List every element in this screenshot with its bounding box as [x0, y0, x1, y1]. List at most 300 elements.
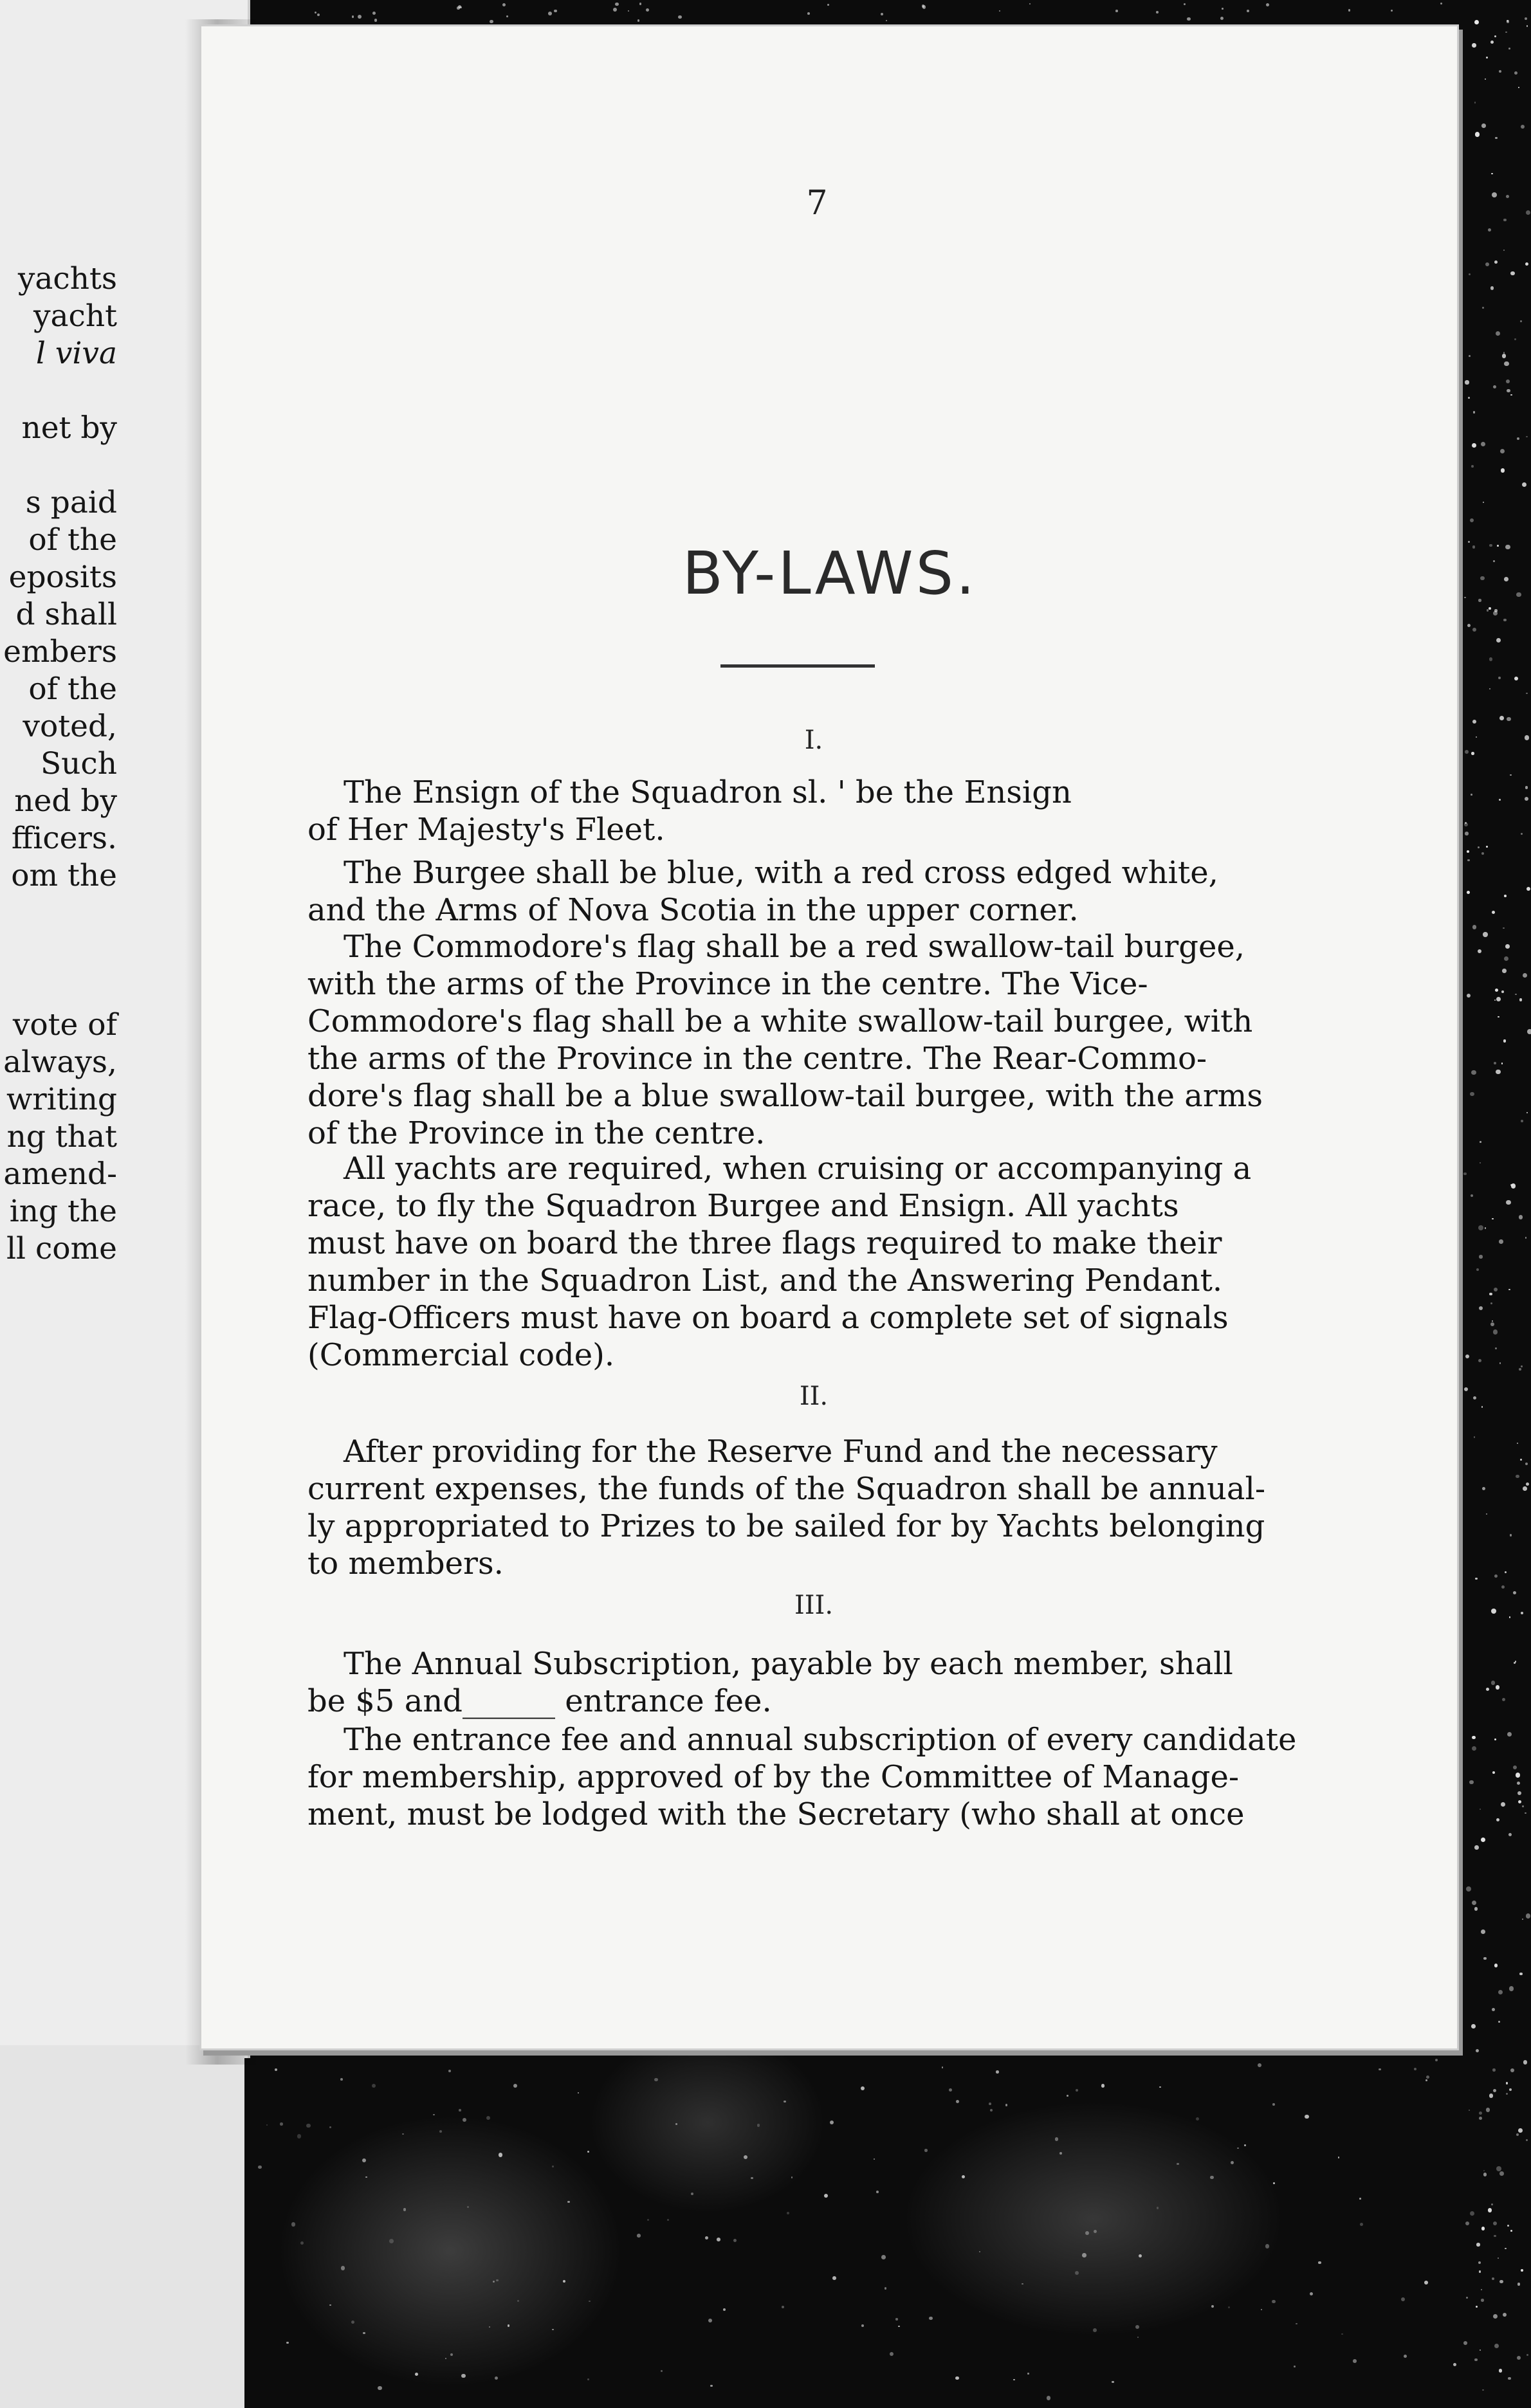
dust-speck — [924, 2149, 927, 2151]
paragraph-line: The Commodore's flag shall be a red swallow-tail burgee, — [344, 929, 1245, 965]
dust-speck — [258, 2166, 262, 2169]
dust-speck — [1379, 2068, 1380, 2070]
dust-speck — [1491, 1609, 1496, 1614]
dust-speck — [1516, 592, 1521, 597]
dust-speck — [589, 2301, 590, 2302]
dust-speck — [1473, 1396, 1476, 1400]
dust-speck — [1210, 2176, 1213, 2179]
dust-speck — [1472, 443, 1476, 448]
dust-speck — [1220, 17, 1224, 20]
paragraph-line: Commodore's flag shall be a white swallow-tail burgee, with — [307, 1003, 1253, 1039]
dust-speck — [1272, 2300, 1275, 2303]
dust-speck — [1479, 1255, 1482, 1258]
dust-speck — [587, 2151, 589, 2153]
dust-speck — [1474, 1845, 1479, 1850]
dust-speck — [1471, 752, 1474, 755]
dust-speck — [1231, 2161, 1234, 2164]
dust-speck — [1510, 1534, 1512, 1537]
dust-speck — [358, 15, 362, 19]
previous-page-line: fficers. — [11, 821, 117, 856]
dust-speck — [787, 2212, 789, 2214]
dust-speck — [1466, 2297, 1468, 2299]
dust-speck — [1478, 2261, 1481, 2264]
dust-speck — [637, 2234, 641, 2238]
dust-speck — [352, 15, 354, 18]
dust-speck — [1499, 2369, 1503, 2373]
dust-speck — [1496, 1070, 1500, 1074]
paragraph-line: of the Province in the centre. — [307, 1115, 766, 1151]
paragraph-line: The entrance fee and annual subscription of every candidate — [344, 1722, 1297, 1758]
dust-speck — [1507, 389, 1510, 392]
dust-speck — [876, 2191, 879, 2193]
dust-speck — [1507, 2225, 1509, 2227]
dust-speck — [1489, 607, 1491, 610]
previous-page-line: ll come — [6, 1231, 117, 1266]
dust-speck — [1518, 2128, 1523, 2133]
dust-speck — [1499, 1239, 1503, 1244]
dust-speck — [1005, 2104, 1007, 2106]
dust-speck — [1479, 2117, 1482, 2120]
dust-speck — [1492, 2068, 1496, 2072]
dust-speck — [1471, 465, 1474, 468]
paragraph-line: ment, must be lodged with the Secretary (who shall at once — [307, 1796, 1245, 1832]
dust-speck — [341, 2266, 345, 2270]
paragraph-line: All yachts are required, when cruising or accompanying a — [344, 1151, 1252, 1187]
dust-speck — [1501, 468, 1505, 472]
previous-page-line: writing — [6, 1082, 117, 1117]
previous-page-lower-edge — [0, 2045, 244, 2408]
dust-speck — [1481, 852, 1484, 855]
paragraph-line: The Burgee shall be blue, with a red cross edged white, — [344, 855, 1218, 891]
dust-speck — [1481, 2227, 1485, 2230]
dust-speck — [1506, 2093, 1508, 2095]
paragraph-line: number in the Squadron List, and the Answering Pendant. — [307, 1263, 1223, 1299]
dust-speck — [1401, 2297, 1405, 2301]
dust-speck — [1483, 2173, 1487, 2176]
dust-speck — [340, 2078, 343, 2081]
bylaw-paragraph — [307, 1433, 1311, 1582]
section-numeral: II. — [799, 1382, 829, 1411]
dust-speck — [637, 19, 639, 21]
dust-speck — [552, 2166, 554, 2167]
dust-speck — [1472, 720, 1476, 724]
dust-speck — [389, 2239, 394, 2243]
previous-page-line: Such — [40, 746, 117, 781]
dust-speck — [717, 2238, 720, 2241]
dust-speck — [1258, 2063, 1261, 2067]
dust-speck — [1521, 2269, 1523, 2272]
dust-speck — [467, 2206, 469, 2208]
dust-speck — [1067, 2095, 1068, 2097]
dust-speck — [1496, 997, 1501, 1001]
dust-speck — [1513, 1591, 1516, 1594]
dust-speck — [1465, 750, 1469, 754]
dust-speck — [1228, 2306, 1230, 2308]
dust-speck — [1476, 2243, 1480, 2247]
dust-speck — [517, 2300, 519, 2302]
dust-speck — [733, 2239, 737, 2242]
section-numeral: I. — [804, 725, 823, 755]
dust-speck — [1211, 2305, 1214, 2308]
dust-speck — [1499, 716, 1504, 720]
paragraph-line: for membership, approved of by the Committee of Manage- — [307, 1759, 1240, 1795]
paragraph-line: current expenses, the funds of the Squadron shall be annual- — [307, 1471, 1266, 1507]
dust-speck — [1187, 17, 1190, 21]
dust-speck — [1488, 228, 1491, 232]
section-numeral: III. — [794, 1591, 834, 1620]
dust-speck — [1494, 35, 1496, 37]
dust-speck — [306, 2124, 310, 2128]
bylaw-paragraph — [307, 928, 1311, 1152]
dust-speck — [1475, 132, 1480, 137]
dust-speck — [1519, 1368, 1521, 1371]
dust-speck — [1470, 2211, 1474, 2216]
dust-speck — [1471, 794, 1472, 796]
paragraph-line: dore's flag shall be a blue swallow-tail burgee, with the arms — [307, 1078, 1263, 1114]
paragraph-line: Flag-Officers must have on board a complete set of signals — [307, 1300, 1229, 1336]
previous-page-line: eposits — [8, 560, 117, 595]
dust-speck — [1472, 628, 1476, 632]
dust-speck — [1527, 1029, 1531, 1034]
dust-speck — [1505, 32, 1507, 33]
dust-speck — [1504, 577, 1508, 581]
page-number: 7 — [806, 184, 828, 223]
dust-speck — [1495, 989, 1498, 992]
previous-page-line: om the — [11, 858, 117, 893]
dust-speck — [898, 2326, 900, 2328]
paragraph-line: the arms of the Province in the centre. The Rear-Commo- — [307, 1041, 1207, 1077]
dust-speck — [1486, 2108, 1490, 2112]
paragraph-line: ly appropriated to Prizes to be sailed for by Yachts belonging — [307, 1508, 1265, 1544]
dust-speck — [508, 2324, 509, 2326]
dust-speck — [1492, 192, 1497, 197]
dust-speck — [1465, 832, 1468, 835]
dust-speck — [1516, 1773, 1521, 1778]
dust-speck — [1508, 1833, 1512, 1836]
dust-speck — [1157, 2207, 1159, 2209]
dust-speck — [286, 2342, 289, 2344]
dust-speck — [1491, 173, 1493, 175]
dust-speck — [1489, 544, 1492, 547]
dust-speck — [1222, 8, 1224, 10]
dust-speck — [1525, 17, 1527, 20]
bylaw-paragraph — [307, 1721, 1311, 1833]
dust-speck — [1485, 1227, 1486, 1228]
dust-speck — [1519, 998, 1522, 1001]
dust-speck — [1499, 2280, 1503, 2283]
dust-speck — [705, 2236, 708, 2239]
dust-speck — [1488, 2208, 1492, 2212]
dust-speck — [1093, 2328, 1097, 2332]
dust-speck — [675, 2123, 677, 2125]
dust-speck — [1520, 320, 1522, 322]
dust-speck — [1504, 956, 1508, 961]
dust-speck — [1523, 2060, 1527, 2064]
dust-speck — [1467, 850, 1469, 853]
paragraph-line: be $5 and______ entrance fee. — [307, 1683, 772, 1719]
dust-speck — [403, 2208, 407, 2211]
dust-speck — [1135, 2325, 1139, 2329]
dust-speck — [1486, 846, 1487, 847]
dust-speck — [1272, 2103, 1275, 2106]
dust-speck — [1494, 2235, 1496, 2238]
dust-speck — [1468, 541, 1470, 543]
dust-speck — [297, 2134, 302, 2139]
dust-speck — [832, 2276, 836, 2280]
dust-speck — [1414, 2068, 1416, 2070]
paragraph-line: of Her Majesty's Fleet. — [307, 812, 665, 848]
current-page — [199, 24, 1459, 2050]
dust-speck — [1505, 1571, 1507, 1573]
dust-speck — [1514, 338, 1516, 340]
dust-speck — [1476, 736, 1477, 738]
dust-speck — [372, 2084, 376, 2088]
dust-speck — [1474, 20, 1479, 24]
dust-speck — [1496, 1818, 1499, 1821]
dust-speck — [1474, 1907, 1478, 1910]
dust-speck — [885, 2287, 886, 2289]
previous-page-line: ing the — [9, 1194, 117, 1229]
dust-speck — [1101, 2084, 1105, 2087]
dust-speck — [1348, 9, 1351, 12]
dust-speck — [1481, 1929, 1485, 1934]
previous-page-line: s paid — [25, 485, 117, 520]
dust-speck — [1468, 397, 1470, 399]
dust-speck — [881, 13, 883, 15]
dust-speck — [1273, 2182, 1275, 2184]
dust-speck — [1493, 1329, 1498, 1334]
previous-page-line: d shall — [15, 597, 117, 632]
dust-speck — [1503, 219, 1506, 221]
dust-speck — [1492, 911, 1495, 914]
dust-speck — [999, 10, 1000, 12]
paragraph-line: The Ensign of the Squadron sl. ' be the Ensign — [344, 774, 1072, 810]
dust-speck — [784, 2101, 785, 2102]
dust-speck — [1526, 1913, 1531, 1919]
dust-speck — [1469, 1780, 1473, 1784]
dust-speck — [942, 2066, 944, 2068]
dust-speck — [1500, 449, 1505, 453]
dust-speck — [1510, 2230, 1512, 2231]
dust-speck — [1471, 1070, 1476, 1075]
dust-speck — [1501, 990, 1504, 993]
previous-page-line: yachts — [17, 261, 117, 296]
dust-speck — [1504, 361, 1508, 366]
dust-speck — [1494, 1288, 1498, 1291]
dust-speck — [1526, 1482, 1529, 1486]
dust-speck — [1489, 688, 1490, 689]
dust-speck — [1501, 1063, 1503, 1064]
dust-speck — [1523, 1486, 1527, 1491]
dust-speck — [578, 2092, 579, 2093]
bylaw-paragraph — [307, 774, 1311, 848]
dust-speck — [1478, 599, 1481, 601]
dust-speck — [744, 2155, 747, 2159]
dust-speck — [1463, 2341, 1467, 2345]
paragraph-line: must have on board the three flags required to make their — [307, 1225, 1222, 1261]
paragraph-line: with the arms of the Province in the centre. The Vice- — [307, 966, 1148, 1002]
dust-speck — [1472, 1901, 1476, 1905]
dust-speck — [1519, 1215, 1523, 1219]
dust-speck — [929, 2317, 932, 2320]
dust-speck — [1359, 2198, 1361, 2200]
dust-speck — [1525, 1812, 1526, 1814]
dust-speck — [486, 2116, 490, 2120]
dust-speck — [1485, 262, 1489, 266]
dust-speck — [1112, 2381, 1114, 2384]
previous-page-line: net by — [21, 410, 117, 446]
dust-speck — [280, 2122, 282, 2125]
dust-speck — [1522, 1805, 1524, 1807]
dust-speck — [895, 2318, 897, 2320]
dust-speck — [723, 2308, 726, 2311]
dust-speck — [459, 6, 462, 9]
dust-speck — [1082, 2253, 1086, 2258]
dust-speck — [1515, 1661, 1517, 1663]
previous-page-line: always, — [3, 1044, 117, 1080]
dust-speck — [1480, 2349, 1481, 2351]
bylaw-paragraph — [307, 1150, 1311, 1374]
dust-speck — [1497, 545, 1499, 547]
dust-speck — [1526, 693, 1528, 695]
paragraph-line: After providing for the Reserve Fund and the necessary — [344, 1434, 1218, 1470]
dust-speck — [1483, 932, 1487, 936]
dust-speck — [1470, 1092, 1474, 1097]
previous-page-line: of the — [28, 522, 117, 558]
dust-speck — [678, 15, 681, 19]
dust-speck — [1519, 1973, 1522, 1975]
dust-speck — [667, 2219, 669, 2221]
dust-speck — [615, 3, 618, 6]
paragraph-line: race, to fly the Squadron Burgee and Ensign. All yachts — [307, 1188, 1179, 1224]
dust-speck — [1478, 1225, 1483, 1230]
dust-speck — [461, 2374, 466, 2378]
previous-page-line: yacht — [33, 298, 117, 334]
dust-speck — [1481, 2289, 1482, 2290]
dust-speck — [1481, 2299, 1484, 2302]
dust-speck — [1467, 624, 1471, 627]
dust-speck — [1506, 1200, 1510, 1205]
dust-speck — [351, 2321, 354, 2324]
dust-speck — [490, 20, 493, 23]
dust-speck — [1498, 1990, 1503, 1994]
dust-speck — [1494, 1574, 1498, 1578]
paragraph-line: and the Arms of Nova Scotia in the upper corner. — [307, 892, 1079, 928]
dust-speck — [1404, 2355, 1407, 2358]
dust-speck — [365, 2176, 367, 2178]
dust-speck — [374, 19, 378, 22]
dust-speck — [1502, 354, 1506, 358]
bylaw-paragraph — [307, 1645, 1311, 1720]
dust-speck — [1516, 1475, 1519, 1478]
dust-speck — [1482, 2389, 1483, 2391]
dust-speck — [955, 2376, 959, 2380]
paragraph-line: The Annual Subscription, payable by each member, shall — [344, 1646, 1233, 1682]
dust-speck — [1517, 1791, 1521, 1795]
dust-speck — [830, 2121, 834, 2124]
dust-speck — [791, 2176, 793, 2178]
dust-speck — [1453, 2363, 1456, 2366]
previous-page-line: ng that — [6, 1119, 117, 1154]
dust-speck — [1481, 1838, 1485, 1842]
dust-speck — [1496, 2166, 1501, 2171]
dust-speck — [1479, 2112, 1482, 2115]
dust-speck — [1499, 2171, 1504, 2176]
dust-speck — [1502, 969, 1507, 973]
dust-speck — [1465, 2221, 1469, 2225]
dust-speck — [1525, 262, 1528, 266]
dust-speck — [1493, 611, 1498, 616]
dust-speck — [1465, 822, 1467, 824]
dust-speck — [654, 2078, 657, 2081]
dust-speck — [1486, 1688, 1489, 1691]
dust-speck — [1492, 1218, 1493, 1219]
dust-speck — [1492, 1771, 1495, 1774]
dust-speck — [1115, 10, 1118, 12]
dust-speck — [1492, 2008, 1495, 2011]
title-rule — [720, 664, 875, 668]
dust-speck — [548, 12, 552, 15]
paragraph-line: (Commercial code). — [307, 1337, 615, 1373]
dust-speck — [1481, 123, 1486, 128]
dust-speck — [996, 2070, 999, 2074]
dust-speck — [1503, 927, 1505, 929]
dust-speck — [1465, 380, 1469, 384]
dust-speck — [1244, 2144, 1246, 2146]
dust-speck — [1525, 735, 1529, 740]
dust-speck — [1525, 786, 1528, 789]
dust-speck — [639, 3, 641, 5]
dust-speck — [874, 2158, 875, 2160]
dust-speck — [1501, 1585, 1505, 1589]
dust-speck — [807, 12, 810, 15]
dust-speck — [990, 2109, 993, 2112]
dust-speck — [1480, 1141, 1481, 1143]
dust-speck — [1426, 2079, 1427, 2081]
dust-speck — [1494, 1964, 1498, 1967]
previous-page-line: ned by — [14, 783, 117, 819]
dust-speck — [1391, 10, 1393, 12]
dust-speck — [1463, 1172, 1467, 1176]
dust-speck — [1505, 944, 1510, 949]
dust-speck — [433, 2114, 435, 2116]
dust-speck — [1501, 1802, 1505, 1807]
dust-speck — [1480, 576, 1484, 580]
dust-speck — [495, 2376, 499, 2380]
dust-speck — [506, 15, 508, 17]
dust-speck — [1483, 502, 1484, 503]
previous-page-line: l viva — [35, 336, 117, 371]
dust-speck — [317, 14, 320, 16]
dust-speck — [1305, 2115, 1309, 2119]
dust-speck — [1047, 2396, 1050, 2400]
previous-page-line: voted, — [23, 709, 117, 744]
paragraph-line: to members. — [307, 1546, 504, 1582]
page-title: BY-LAWS. — [682, 539, 978, 608]
dust-speck — [1489, 2093, 1493, 2097]
dust-speck — [1489, 657, 1493, 661]
dust-speck — [1515, 994, 1517, 996]
dust-speck — [1516, 2133, 1519, 2136]
dust-speck — [291, 2222, 295, 2226]
dust-speck — [1341, 2333, 1343, 2335]
dust-speck — [1521, 1365, 1523, 1367]
dust-speck — [1013, 2379, 1015, 2381]
dust-speck — [1510, 774, 1511, 776]
dust-speck — [1360, 2223, 1363, 2226]
dust-speck — [1503, 352, 1505, 353]
dust-speck — [1474, 1436, 1476, 1438]
